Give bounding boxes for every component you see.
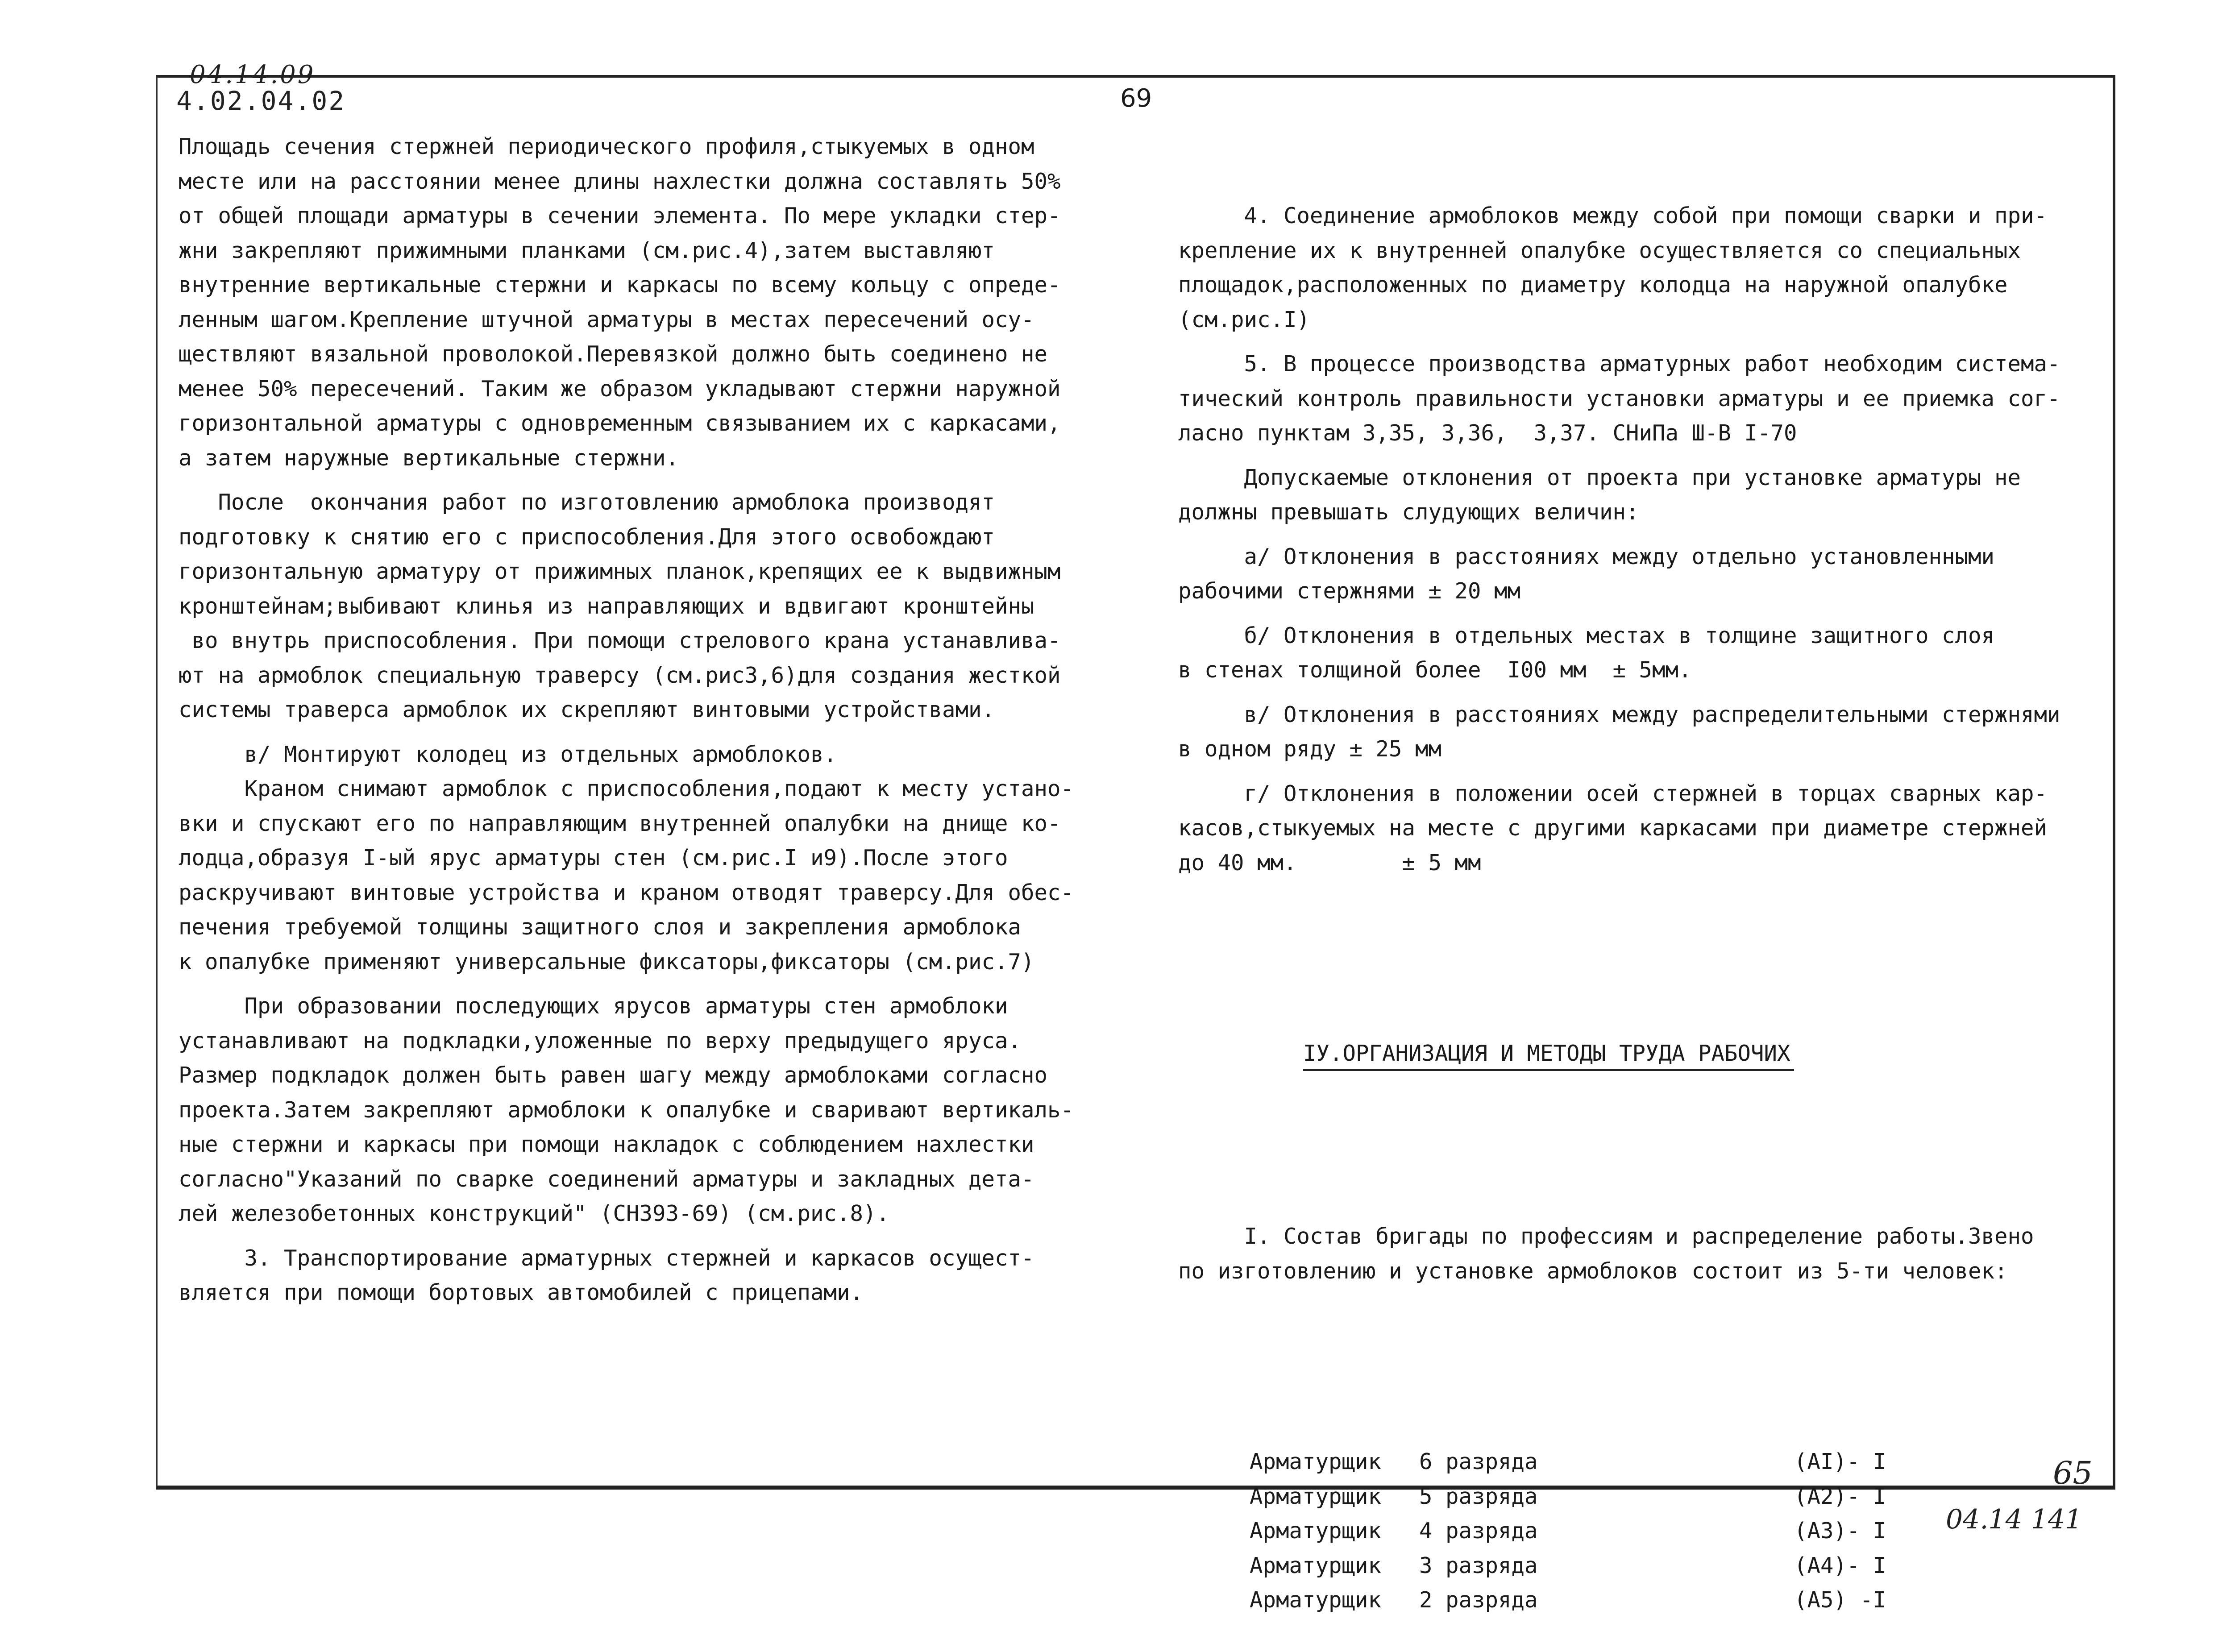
text-line: лодца,образуя I-ый ярус арматуры стен (см.рис.I и9).После этого <box>179 845 1008 871</box>
text-line: менее 50% пересечений. Таким же образом укладывают стержни наружной <box>179 376 1061 402</box>
text-line: устанавливают на подкладки,уложенные по верху предыдущего яруса. <box>179 1028 1022 1054</box>
crew-role: Арматурщик <box>1250 1587 1382 1613</box>
crew-row <box>1250 1444 1928 1479</box>
text-line: б/ Отклонения в отдельных местах в толщине защитного слоя <box>1178 623 1995 648</box>
text-line: ные стержни и каркасы при помощи накладок с соблюдением нахлестки <box>179 1132 1034 1157</box>
text-line: площадок,расположенных по диаметру колодца на наружной опалубке <box>1178 272 2008 298</box>
text-line: Допускаемые отклонения от проекта при установке арматуры не <box>1178 465 2021 490</box>
text-line: ществляют вязальной проволокой.Перевязкой должно быть соединено не <box>179 341 1048 367</box>
crew-code: (АI)- I <box>1794 1449 1886 1474</box>
text-line: Краном снимают армоблок с приспособления,подают к месту устано- <box>179 776 1074 801</box>
text-line: При образовании последующих ярусов арматуры стен армоблоки <box>179 993 1008 1019</box>
text-line: крепление их к внутренней опалубке осуществляется со специальных <box>1178 237 2021 263</box>
crew-code: (А4)- I <box>1794 1552 1886 1578</box>
crew-row <box>1250 1479 1928 1514</box>
text-line: 3. Транспортирование арматурных стержней и каркасов осущест- <box>179 1245 1034 1271</box>
text-line: вляется при помощи бортовых автомобилей с прицепами. <box>179 1280 864 1305</box>
text-line: горизонтальную арматуру от прижимных планок,крепящих ее к выдвижным <box>179 559 1061 584</box>
text-line: к опалубке применяют универсальные фиксаторы,фиксаторы (см.рис.7) <box>179 949 1034 975</box>
section-heading: IУ.ОРГАНИЗАЦИЯ И МЕТОДЫ ТРУДА РАБОЧИХ <box>1303 1039 1794 1071</box>
crew-intro <box>1178 1219 2120 1288</box>
text-line: согласно"Указаний по сварке соединений арматуры и закладных дета- <box>179 1166 1034 1192</box>
crew-code: (А2)- I <box>1794 1483 1886 1509</box>
right-column <box>1178 129 2120 1652</box>
text-line: г/ Отклонения в положении осей стержней в торцах сварных кар- <box>1178 780 2048 806</box>
left-column <box>179 129 1125 1310</box>
sheet-code: 04.14 141 <box>1946 1504 2082 1535</box>
text-line: системы траверса армоблок их скрепляют винтовыми устройствами. <box>179 697 995 722</box>
crew-row <box>1250 1583 1928 1618</box>
crew-code: (А3)- I <box>1794 1518 1886 1544</box>
crew-grade: 6 разряда <box>1419 1449 1538 1474</box>
document-code: 4.02.04.02 <box>176 86 346 116</box>
text-line: по изготовлению и установке армоблоков состоит из 5-ти человек: <box>1178 1258 2008 1284</box>
text-line: Размер подкладок должен быть равен шагу между армоблоками согласно <box>179 1063 1048 1088</box>
crew-row <box>1250 1548 1928 1583</box>
text-line: в/ Отклонения в расстояниях между распределительными стержнями <box>1178 701 2060 727</box>
text-line: во внутрь приспособления. При помощи стрелового крана устанавлива- <box>179 628 1061 653</box>
crew-grade: 3 разряда <box>1419 1552 1538 1578</box>
text-line: месте или на расстоянии менее длины нахлестки должна составлять 50% <box>179 168 1061 194</box>
text-line: подготовку к снятию его с приспособления.Для этого освобождают <box>179 524 995 550</box>
text-line: от общей площади арматуры в сечении элемента. По мере укладки стер- <box>179 203 1061 228</box>
text-line: в одном ряду ± 25 мм <box>1178 736 1442 762</box>
text-line: I. Состав бригады по профессиям и распределение работы.Звено <box>1178 1224 2034 1249</box>
crew-role: Арматурщик <box>1250 1449 1382 1474</box>
crew-row <box>1250 1514 1928 1548</box>
text-line: раскручивают винтовые устройства и краном отводят траверсу.Для обес- <box>179 880 1074 905</box>
text-line: вки и спускают его по направляющим внутренней опалубки на днище ко- <box>179 810 1061 836</box>
text-line: до 40 мм. ± 5 мм <box>1178 850 1481 876</box>
text-line: в/ Монтируют колодец из отдельных армоблоков. <box>179 741 837 767</box>
text-line: (см.рис.I) <box>1178 307 1310 332</box>
text-line: касов,стыкуемых на месте с другими каркасами при диаметре стержней <box>1178 815 2048 841</box>
crew-grade: 4 разряда <box>1419 1518 1538 1544</box>
sheet-number: 65 <box>2053 1455 2093 1491</box>
crew-grade: 5 разряда <box>1419 1483 1538 1509</box>
crew-role: Арматурщик <box>1250 1518 1382 1544</box>
text-line: ют на армоблок специальную траверсу (см.рис3,6)для создания жесткой <box>179 662 1061 688</box>
text-line: После окончания работ по изготовлению армоблока производят <box>179 490 995 515</box>
handwritten-code: 04.14.09 <box>190 60 316 89</box>
crew-role: Арматурщик <box>1250 1552 1382 1578</box>
text-line: кронштейнам;выбивают клинья из направляющих и вдвигают кронштейны <box>179 593 1034 619</box>
text-line: лей железобетонных конструкций" (СН393-69) (см.рис.8). <box>179 1201 890 1226</box>
text-line: горизонтальной арматуры с одновременным связыванием их с каркасами, <box>179 411 1061 436</box>
text-line: должны превышать слудующих величин: <box>1178 499 1639 525</box>
text-line: печения требуемой толщины защитного слоя и закрепления армоблока <box>179 914 1022 940</box>
text-line: ленным шагом.Крепление штучной арматуры в местах пересечений осу- <box>179 307 1034 332</box>
text-line: жни закрепляют прижимными планками (см.рис.4),затем выставляют <box>179 237 995 263</box>
text-line: тический контроль правильности установки арматуры и ее приемка сог- <box>1178 386 2060 411</box>
text-line: проекта.Затем закрепляют армоблоки к опалубке и сваривают вертикаль- <box>179 1097 1074 1123</box>
text-line: 4. Соединение армоблоков между собой при помощи сварки и при- <box>1178 203 2048 228</box>
text-line: 5. В процессе производства арматурных работ необходим система- <box>1178 351 2060 377</box>
text-line: а/ Отклонения в расстояниях между отдельно установленными <box>1178 544 1995 569</box>
page-number: 69 <box>1120 84 1152 113</box>
text-line: ласно пунктам 3,35, 3,36, 3,37. СНиПа Ш-В I-70 <box>1178 420 1797 446</box>
crew-code: (А5) -I <box>1794 1587 1886 1613</box>
right-paragraphs <box>1178 199 2120 880</box>
crew-grade: 2 разряда <box>1419 1587 1538 1613</box>
text-line: Площадь сечения стержней периодического профиля,стыкуемых в одном <box>179 134 1034 159</box>
text-line: рабочими стержнями ± 20 мм <box>1178 578 1521 604</box>
text-line: внутренние вертикальные стержни и каркасы по всему кольцу с опреде- <box>179 272 1061 298</box>
text-line: в стенах толщиной более I00 мм ± 5мм. <box>1178 657 1692 683</box>
crew-role: Арматурщик <box>1250 1483 1382 1509</box>
crew-table <box>1250 1444 1928 1618</box>
text-line: а затем наружные вертикальные стержни. <box>179 445 679 471</box>
